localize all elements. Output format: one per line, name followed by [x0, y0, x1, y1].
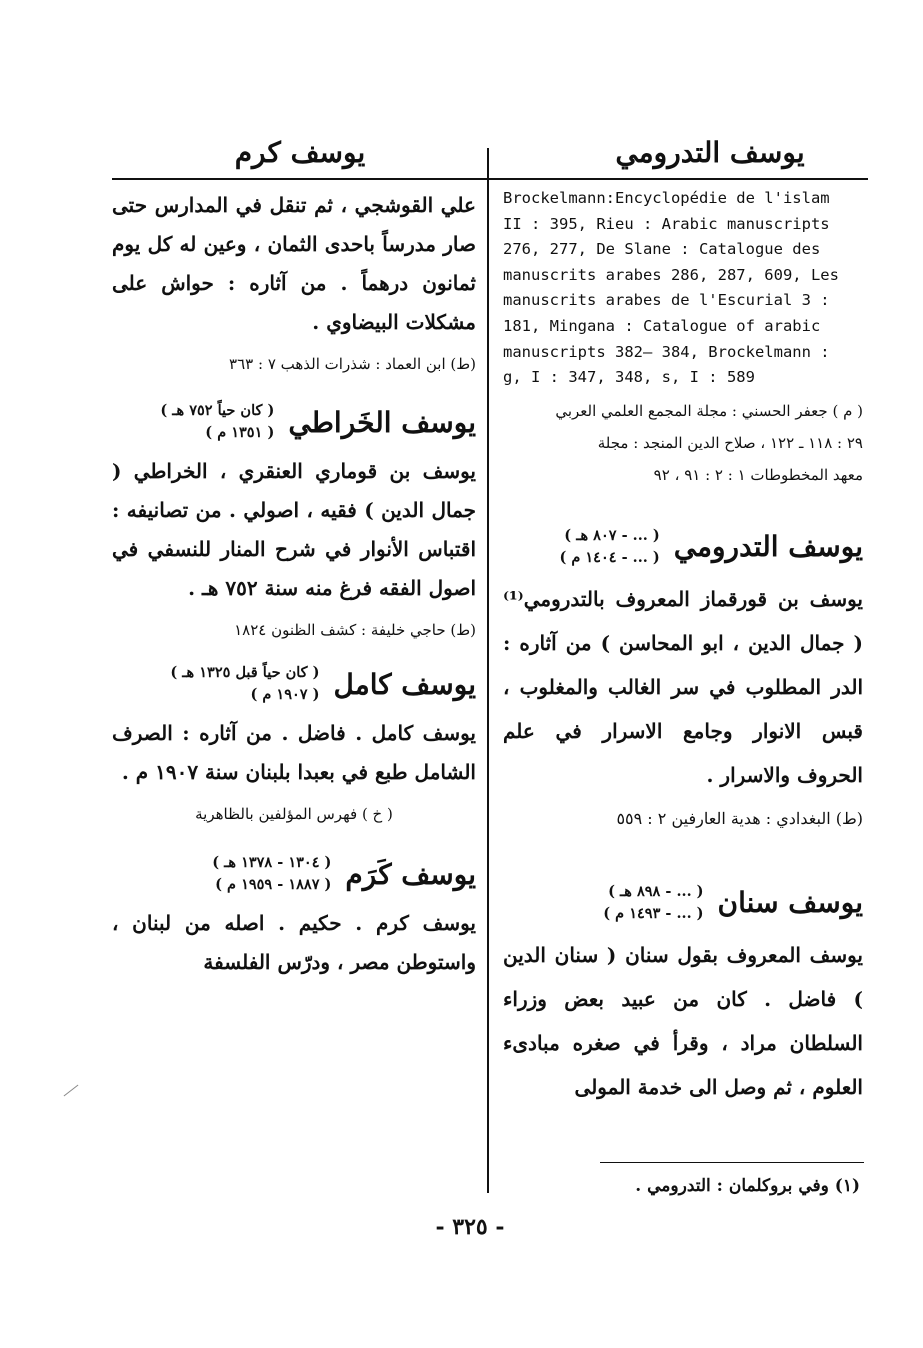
entry-dates	[212, 852, 331, 896]
entry-body: يوسف بن قوماري العنقري ، الخراطي ( جمال الدين ) فقيه ، اصولي . من تصانيفه : اقتباس الأنوار في شرح المنار للنسفي في اصول الفقه فرغ منه سنة ٧٥٢ هـ .	[112, 459, 476, 600]
latin-ref-line: 276, 277, De Slane : Catalogue des	[503, 240, 821, 259]
date-hijri: ( ١٣٠٤ - ١٣٧٨ هـ )	[212, 854, 332, 871]
header-rule	[112, 178, 868, 180]
date-hijri: ( كان حياً قبل ١٣٢٥ هـ )	[170, 664, 320, 681]
entry-name: يوسف سنان	[717, 886, 863, 920]
entry-name: يوسف الخَراطي	[288, 405, 476, 439]
entry-reference: (ط) حاجي خليفة : كشف الظنون ١٨٢٤	[234, 621, 476, 639]
reference-m	[503, 395, 863, 491]
reference-line: معهد المخطوطات ١ : ٢ : ٩١ ، ٩٢	[653, 465, 863, 484]
right-column	[503, 186, 863, 1109]
date-gregorian: ( ... - ١٤٩٣ م )	[603, 904, 704, 922]
margin-pencil-mark	[64, 1085, 79, 1097]
latin-ref-line: II : 395, Rieu : Arabic manuscripts	[503, 214, 830, 233]
latin-ref-line: Brockelmann:Encyclopédie de l'islam	[503, 189, 830, 207]
footnote-rule	[600, 1162, 864, 1163]
entry-heading-khurati	[112, 400, 476, 444]
date-hijri: ( ... - ٨٠٧ هـ )	[564, 526, 660, 544]
entry-heading-kamil	[112, 662, 476, 706]
entry-heading-karam	[112, 852, 476, 896]
date-gregorian: ( ١٨٨٧ - ١٩٥٩ م )	[215, 876, 332, 893]
reference-line: ( م ) جعفر الحسني : مجلة المجمع العلمي العربي	[555, 401, 863, 420]
date-gregorian: ( ... - ١٤٠٤ م )	[559, 548, 660, 566]
footnote: (١) وفي بروكلمان : التدرومي .	[635, 1176, 860, 1196]
entry-reference: (ط) البغدادي : هدية العارفين ٢ : ٥٥٩	[616, 808, 863, 828]
date-hijri: ( كان حياً ٧٥٢ هـ )	[160, 402, 275, 419]
reference-line: ٢٩ : ١١٨ ـ ١٢٢ ، صلاح الدين المنجد : مجلة	[597, 433, 863, 452]
entry-heading-tadrumi	[503, 525, 863, 569]
entry-dates	[559, 525, 659, 569]
entry-heading-sinan	[503, 881, 863, 925]
latin-ref-line: 181, Mingana : Catalogue of arabic	[503, 316, 821, 335]
date-hijri: ( ... - ٨٩٨ هـ )	[608, 882, 704, 900]
latin-ref-line: manuscrits arabes 286, 287, 609, Les	[503, 265, 839, 284]
left-column	[112, 186, 476, 982]
entry-dates	[603, 881, 703, 925]
entry-dates	[160, 400, 274, 444]
column-divider	[487, 148, 489, 1193]
date-gregorian: ( ١٩٠٧ م )	[250, 686, 320, 703]
entry-name: يوسف كَرَم	[345, 857, 476, 891]
entry-body: يوسف بن قورقماز المعروف بالتدرومي⁽¹⁾ ( جمال الدين ، ابو المحاسن ) من آثاره : الدر المطلوب في سر الغالب والمغلوب ، قبس الانوار وجامع الاسرار في علم الحروف والاسرار .	[503, 586, 863, 787]
page-number: - ٣٢٥ -	[435, 1214, 505, 1240]
latin-ref-line: manuscrits arabes de l'Escurial 3 :	[503, 291, 830, 310]
entry-dates	[170, 662, 319, 706]
latin-references	[503, 186, 863, 391]
latin-ref-line: g, I : 347, 348, s, I : 589	[503, 368, 755, 387]
entry-body: يوسف كامل . فاضل . من آثاره : الصرف الشامل طبع في بعبدا بلبنان سنة ١٩٠٧ م .	[112, 721, 476, 784]
date-gregorian: ( ١٣٥١ م )	[205, 424, 275, 441]
continued-body: علي القوشجي ، ثم تنقل في المدارس حتى صار مدرساً باحدى الثمان ، وعين له كل يوم ثمانون درهماً . من آثاره : حواش على مشكلات البيضاوي .	[112, 193, 476, 334]
entry-reference: ( خ ) فهرس المؤلفين بالظاهرية	[195, 805, 393, 823]
entry-body: يوسف كرم . حكيم . اصله من لبنان ، واستوطن مصر ، ودرّس الفلسفة	[112, 911, 476, 974]
continued-reference: (ط) ابن العماد : شذرات الذهب ٧ : ٣٦٣	[229, 355, 476, 373]
entry-body: يوسف المعروف بقول سنان ( سنان الدين ) فاضل . كان من عبيد بعض وزراء السلطان مراد ، وقرأ في صغره مبادىء العلوم ، ثم وصل الى خدمة المولى	[503, 942, 863, 1099]
running-header-left: يوسف كرم	[234, 136, 366, 169]
running-header-right: يوسف التدرومي	[615, 136, 805, 169]
entry-name: يوسف التدرومي	[673, 530, 863, 564]
entry-name: يوسف كامل	[333, 667, 476, 701]
latin-ref-line: manuscripts 382— 384, Brockelmann :	[503, 342, 830, 361]
